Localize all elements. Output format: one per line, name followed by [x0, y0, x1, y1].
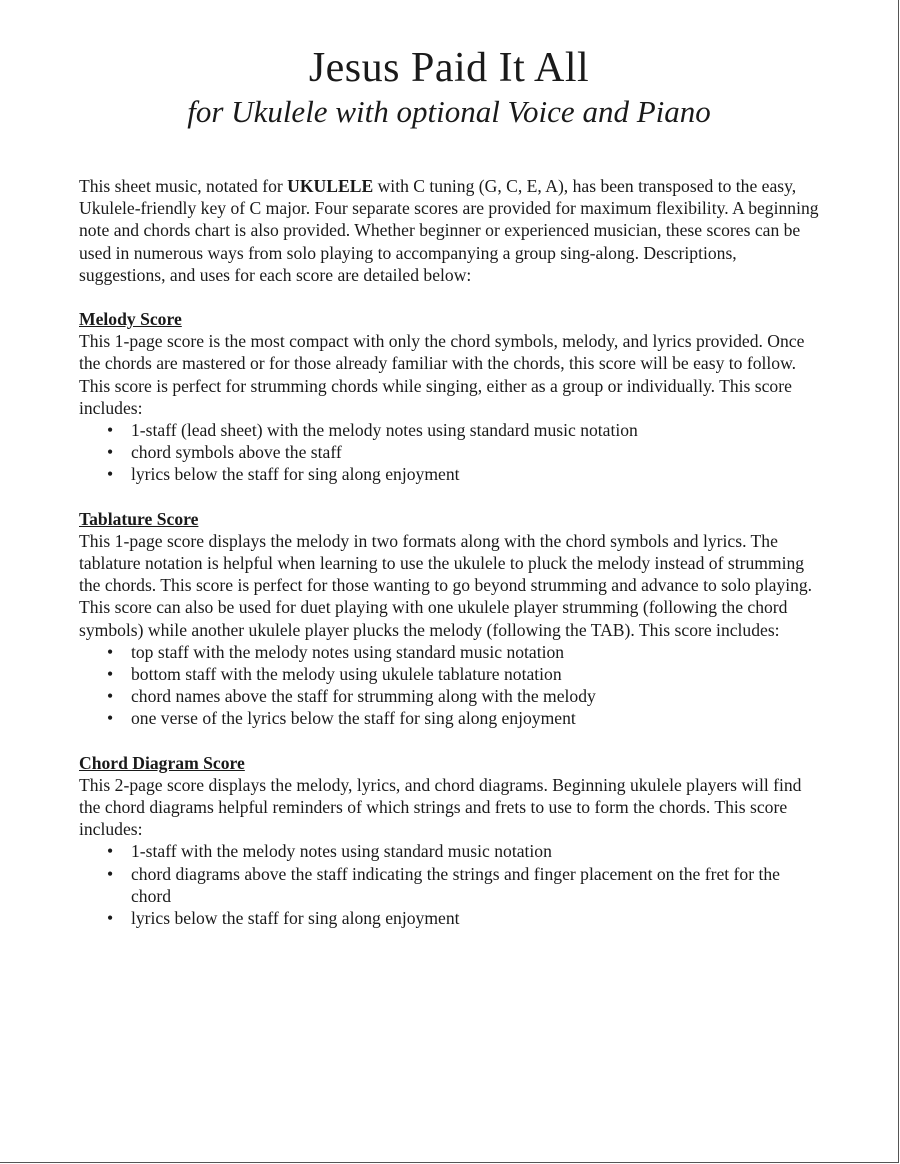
page-title: Jesus Paid It All [308, 45, 590, 91]
list-item: • chord symbols above the staff [107, 442, 342, 463]
list-item: • top staff with the melody notes using standard music notation [107, 641, 565, 662]
bullet-icon: • [107, 420, 114, 441]
section-text-tablature: This 1-page score displays the melody in two formats along with the chord symbols and lyrics. The tablature notation is helpful when learning to use the ukulele to pluck the melody instead of strumming the chords. This score is perfect for those wanting to go beyond strumming and advance to solo playing. This score can also be used for duet playing with one ukulele player strumming (following the chord symbols) while another ukulele player plucks the melody (following the TAB). This score includes: [79, 530, 813, 640]
bullet-icon: • [107, 708, 114, 729]
section-heading-tablature: Tablature Score [79, 508, 199, 529]
section-heading-chord-diagram: Chord Diagram Score [79, 752, 245, 773]
intro-text-bold: UKULELE [287, 176, 374, 196]
section-text-chord-diagram: This 2-page score displays the melody, lyrics, and chord diagrams. Beginning ukulele players will find the chord diagrams helpful reminders of which strings and frets to use to form the chords. This score includes: [79, 774, 802, 840]
bullet-icon: • [107, 664, 114, 685]
list-item: • bottom staff with the melody using ukulele tablature notation [107, 664, 562, 685]
list-item: • lyrics below the staff for sing along enjoyment [107, 464, 460, 485]
bullet-icon: • [107, 908, 114, 929]
bullet-list-chord-diagram [79, 840, 824, 929]
list-item: • one verse of the lyrics below the staff for sing along enjoyment [107, 708, 576, 729]
bullet-icon: • [107, 442, 114, 463]
section-heading-melody: Melody Score [79, 309, 182, 330]
list-item: • chord diagrams above the staff indicating the strings and finger placement on the fret for the chord [107, 863, 780, 906]
bullet-icon: • [107, 686, 114, 707]
list-item: • chord names above the staff for strumming along with the melody [107, 686, 596, 707]
list-item: • 1-staff (lead sheet) with the melody notes using standard music notation [107, 420, 638, 441]
list-item: • 1-staff with the melody notes using standard music notation [107, 841, 552, 862]
bullet-icon: • [107, 464, 114, 485]
intro-paragraph [79, 175, 824, 286]
intro-text-post: with C tuning (G, C, E, A), has been transposed to the easy, Ukulele-friendly key of C major. Four separate scores are provided for maximum flexibility. A beginning note and chords chart is also provided. Whether beginner or experienced musician, these scores can be used in numerous ways from solo playing to accompanying a group sing-along. Descriptions, suggestions, and uses for each score are detailed below: [79, 176, 819, 285]
page-subtitle: for Ukulele with optional Voice and Piano [187, 94, 711, 129]
bullet-list-tablature [79, 641, 824, 730]
bullet-icon: • [107, 841, 114, 862]
bullet-list-melody [79, 419, 824, 486]
section-text-melody: This 1-page score is the most compact with only the chord symbols, melody, and lyrics provided. Once the chords are mastered or for those already familiar with the chords, this score will be easy to follow. This score is perfect for strumming chords while singing, either as a group or individually. This score includes: [79, 331, 805, 418]
bullet-icon: • [107, 863, 114, 884]
intro-text-pre: This sheet music, notated for [79, 176, 288, 196]
list-item: • lyrics below the staff for sing along enjoyment [107, 908, 460, 929]
bullet-icon: • [107, 641, 114, 662]
document-body [79, 175, 824, 929]
